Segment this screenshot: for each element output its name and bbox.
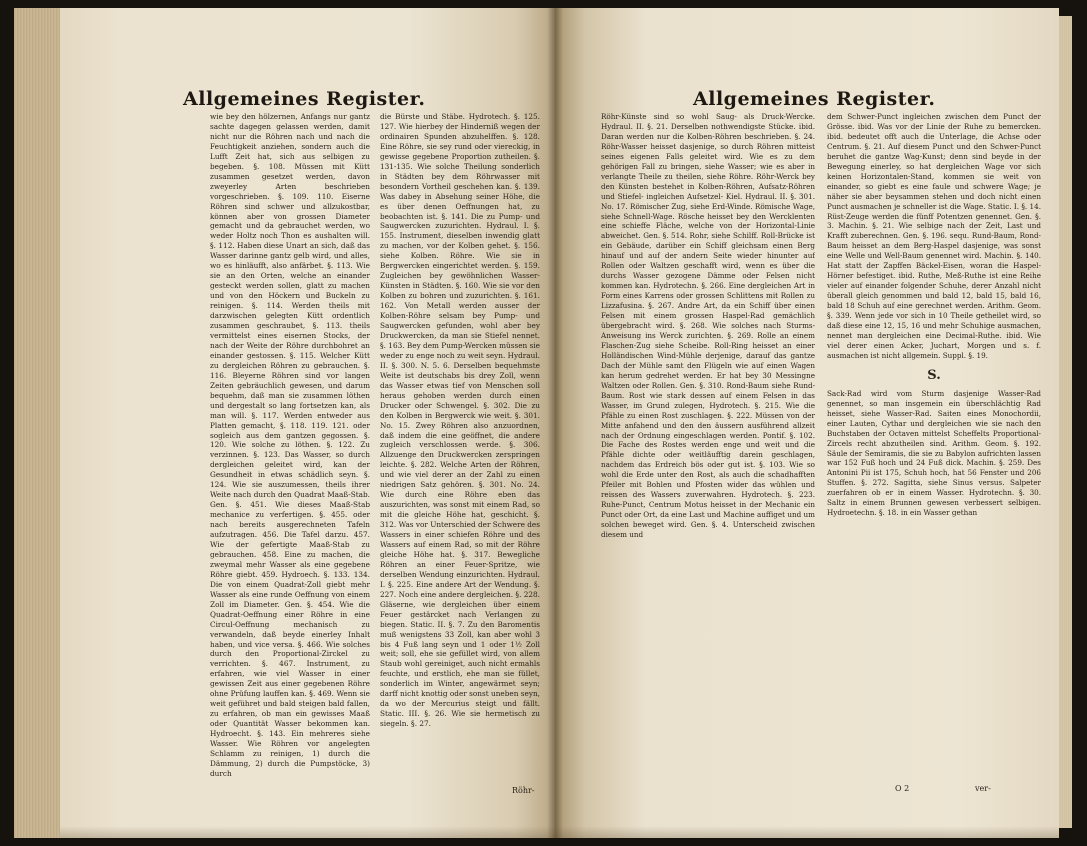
right-column-1-text: Röhr-Künste sind so wohl Saug- als Druck-Wercke. Hydraul. II. §. 21. Derselben nothwendigste Stücke. ibid. Daran werden nur die Kolben-Röhren beschrieben. §. 24. Röhr-Wasser heisset dasjenige, so durch Röhren mitteist seines eigenen Falls geleitet wird. Wie es zu dem gehörigen Fall zu bringen, siehe Wasser; wie es aber in verlangte Theile zu theilen, siehe Röhre. Röhr-Werck bey den Künsten bestehet in Kolben-Röhren, Aufsatz-Röhren und Stiefel- ingleichen Aufsetzel- Kiel. Hydraul. II. §. 301. No. 17. Römischer Zug, siehe Erd-Winde. Römische Wage, siehe Schnell-Wage. Rösche heisset bey den Wercklenten eine schieffe Fläche, welche von der Horizontal-Linie abweichet. Gen. §. 514. Rohr, siehe Schilff. Roll-Brücke ist ein Gebäude, darüber ein Schiff gleichsam einen Berg hinauf und auf der andern Seite wieder hinunter auf Rollen oder Waltzen geschafft wird, wenn es über die durchs Wasser gezogene Dämme oder Felsen nicht kommen kan. Hydrotechn. §. 266. Eine dergleichen Art in Form eines Karrens oder grossen Schlittens mit Rollen zu Lizzafusina. §. 267. Andre Art, da ein Schiff über einen Felsen mit einem grossen Haspel-Rad gemächlich übergebracht wird. §. 268. Wie solches nach Sturms-Anweisung ins Werck zurichten. §. 269. Rolle an einem Flaschen-Zug siehe Scheibe. Roll-Ring heisset an einer Holländischen Wind-Mühle derjenige, darauf das gantze Dach der Mühle samt den Flügeln wie auf einen Wagen kan herum gedrehet werden. Er hat bey 30 Messingne Waltzen oder Rollen. Gen. §. 310. Rond-Baum siehe Rund-Baum. Rost wie stark dessen auf einem Felsen in das Wasser, im Grund zulegen, Hydrotech. §. 215. Wie die Pfähle zu einen Rost zuschlagen. §. 222. Müssen von der Mitte anfahend und den den äussern ausführend allzeit nach der Ordnung eingeschlagen werden. Pontif. §. 102. Die Fache des Rostes werden enge und weit und die Pfähle dichte oder weitläufftig darein geschlagen, nachdem das Erdreich bös oder gut ist. §. 103. Wie so wohl die Erde unter den Rost, als auch die schadhafften Pfeiler mit Bohlen und Pfosten wider das wühlen und reissen des Wassers zuverwahren. Hydrotech. §. 223. Ruhe-Punct, Centrum Motus heisset in der Mechanic ein Punct oder Ort, da eine Last und Machine auffiget und um solchen beweget wird. Gen. §. 4. Unterscheid zwischen diesem und	[601, 112, 815, 540]
right-page	[555, 8, 1059, 838]
open-book	[14, 8, 1072, 838]
left-page-shade	[60, 826, 555, 838]
left-catchword: Röhr-	[512, 786, 535, 795]
right-column-1	[601, 112, 815, 780]
left-running-head: Allgemeines Register.	[183, 88, 426, 110]
left-page	[60, 8, 555, 838]
left-column-1	[210, 112, 540, 780]
left-column-1-text: wie bey den hölzernen, Anfangs nur gantz sachte dagegen gelassen werden, damit nicht nur die Röhren nach und nach die Feuchtigkeit anziehen, sondern auch die Lufft Zeit hat, sich aus selbigen zu begeben. §. 108. Müssen mit Kütt zusammen gesetzet werden, davon zweyerley Arten beschrieben vorgeschrieben. §. 109. 110. Eiserne Röhren sind schwer und allzukostbar, können aber von grossen Diameter gemacht und da gebrauchet werden, wo weder Holtz noch Thon es aushalten will. §. 112. Haben diese Unart an sich, daß das Wasser darinne gantz gelb wird, und alles, wo es hinläufft, also anfärbet. §. 113. Wie sie an den Orten, welche an einander gesteckt werden sollen, glatt zu machen und von den Höckern und Buckeln zu reinigen. §. 114. Werden theils mit darzwischen gelegten Kütt ordentlich zusammen geschraubet, §. 113. theils vermittelst eines eisernen Stocks, der nach der Weite der Röhre durchbohret an einander gestossen. §. 115. Welcher Kütt zu dergleichen Röhren zu gebrauchen. §. 116. Bleyerne Röhren sind vor langen Zeiten gebräuchlich gewesen, und darum bequehm, daß man sie zusammen löthen und dergestalt so lang fortsetzen kan, als man will. §. 117. Werden entweder aus Platten gemacht, §. 118. 119. 121. oder sogleich aus dem gantzen gegossen. §. 120. Wie solche zu löthen. §. 122. Zu verzinnen. §. 123. Das Wasser, so durch dergleichen geleitet wird, kan der Gesundheit in etwas schädlich seyn. §. 124. Wie sie auszumessen, theils ihrer Weite nach durch den Quadrat Maaß-Stab. Gen. §. 451. Wie dieses Maaß-Stab mechanice zu verfertigen. §. 455. oder nach bereits ausgerechneten Tafeln aufzutragen. 456. Die Tafel darzu. 457. Wie der gefertigte Maaß-Stab zu gebrauchen. 458. Eine zu machen, die zweymal mehr Wasser als eine gegebene Röhre giebt. 459. Hydroech. §. 133. 134. Die von einem Quadrat-Zoll giebt mehr Wasser als eine runde Oeffnung von einem Zoll im Diameter. Gen. §. 454. Wie die Quadrat-Oeffnung einer Röhre in eine Circul-Oeffnung mechanisch zu verwandeln, daß beyde einerley Inhalt haben, und vice versa. §. 466. Wie solches durch den Proportional-Zirckel zu verrichten. §. 467. Instrument, zu erfahren, wie viel Wasser in einer gewissen Zeit aus einer gegebenen Röhre ohne Prüfung lauffen kan. §. 469. Wenn sie weit geführet und bald steigen bald fallen, zu erfahren, ob man ein gewisses Maaß oder Quantität Wasser bekommen kan. Hydroecht. §. 143. Ein mehreres siehe Wasser. Wie Röhren vor angelegten Schlamm zu reinigen, 1) durch die Dämmung, 2) durch die Pumpstöcke, 3) durch	[210, 112, 370, 778]
right-column-2	[827, 112, 1041, 780]
left-columns	[210, 112, 540, 780]
right-page-shade	[555, 826, 1059, 838]
right-column-2b-text: Sack-Rad wird vom Sturm dasjenige Wasser-Rad genennet, so man insgemein ein überschlächtig Rad heisset, siehe Wasser-Rad. Saiten eines Monochordii, einer Lauten, Cythar und dergleichen wie sie nach den Buchstaben der Octaven mittelst Scheffelts Proportional-Zircels recht abzutheilen sind. Arithm. Geom. §. 192. Säule der Semiramis, die sie zu Babylon aufrichten lassen war 152 Fuß hoch und 24 Fuß dick. Machin. §. 259. Des Antonini Pii ist 175, Schuh hoch, hat 56 Fenster und 206 Stuffen. §. 272. Sagitta, siehe Sinus versus. Salpeter zuerfahren ob er in einem Wasser. Hydrotechn. §. 30. Saltz in einem Brunnen gewesen verbessert selbigen. Hydroetechn. §. 18. in ein Wasser gethan	[827, 388, 1041, 518]
section-letter: S.	[927, 367, 941, 383]
right-running-head: Allgemeines Register.	[693, 88, 936, 110]
right-columns	[601, 112, 1041, 780]
page-edges-right	[1058, 16, 1072, 828]
page-edges-left	[14, 8, 62, 838]
left-column-2-text: die Bürste und Stäbe. Hydrotech. §. 125. 127. Wie hierbey der Hinderniß wegen der ordinairen Spunden abzuhelffen. §. 128. Eine Röhre, sie sey rund oder viereckig, in gewisse gegebene Proportion zutheilen. §. 131-135. Wie solche Theilung sonderlich in Städten bey dem Röhrwasser mit besondern Vortheil geschehen kan. §. 139. Was dabey in Absehung seiner Höhe, die es über denen Oeffnungen hat, zu beobachten ist. §. 141. Die zu Pump- und Saugwercken zuzurichten. Hydraul. I. §. 155. Instrument, dieselben inwendig glatt zu machen, vor der Kolben gehet. §. 156. siehe Kolben. Röhre. Wie sie in Bergwercken eingerichtet werden. §. 159. Zugleichen bey gewöhnlichen Wasser-Künsten in Städten. §. 160. Wie sie vor den Kolben zu bohren und zuzurichten. §. 161. 162. Von Metall werden ausser der Kolben-Röhre selsam bey Pump- und Saugwercken gefunden, wohl aber bey Druckwercken, da man sie Stiefel nennet. §. 163. Bey dem Pump-Wercken müssen sie weder zu enge noch zu weit seyn. Hydraul. II. §. 300. N. 5. 6. Derselben bequehmste Weite ist deutschabs bis drey Zoll, wenn das Wasser etwas tief von Menschen soll heraus gehoben werden durch einen Drucker oder Schwengel. §. 302. Die zu den Kolben in Bergwerck wie weit. §. 301. No. 15. Zwey Röhren also anzuordnen, daß indem die eine geöffnet, die andere zugleich verschlossen werde. §. 306. Allzuenge den Druckwercken zerspringen leichte. §. 282. Welche Arten der Röhren, und wie viel derer an der Zahl zu einen niedrigen Satz gehören. §. 301. No. 24. Wie durch eine Röhre eben das auszurichten, was sonst mit einem Rad, so mit die gleiche Höhe hat, geschicht. §. 312. Was vor Unterschied der Schwere des Wassers in einer schiefen Röhre und des Wassers auf einem Rad, so mit der Röhre gleiche Höhe hat. §. 317. Bewegliche Röhren an einer Feuer-Spritze, wie derselben Wendung einzurichten. Hydraul. I. §. 225. Eine andere Art der Wendung. §. 227. Noch eine andere dergleichen. §. 228. Gläserne, wie dergleichen über einem Feuer gestärcket nach Verlangen zu biegen. Static. II. §. 7. Zu den Baromentis muß wenigstens 33 Zoll, kan aber wohl 3 bis 4 Fuß lang seyn und 1 oder 1½ Zoll weit; soll, ehe sie gefüllet wird, von allem Staub wohl gereiniget, auch nicht ermahls feuchte, und erstlich, ehe man sie füllet, sonderlich im Winter, angewärmet seyn; darff nicht knottig oder sonst uneben seyn, da wo der Mercurius steigt und fällt. Static. III. §. 26. Wie sie hermetisch zu siegeln. §. 27.	[380, 112, 540, 729]
signature-mark: O 2	[895, 784, 910, 793]
right-catchword: ver-	[975, 784, 991, 793]
book-gutter	[547, 8, 563, 838]
right-column-2-text: dem Schwer-Punct ingleichen zwischen dem Punct der Grösse. ibid. Was vor der Linie der Ruhe zu bemercken. ibid. bedeutet offt auch die Unterlage, die Achse oder Centrum. §. 21. Auf diesem Punct und den Schwer-Punct beruhet die gantze Wag-Kunst; denn sind beyde in der Bewegung einerley, so hat dergleichen Wage vor sich keinen Horizontalen-Stand, kommen sie weit von einander, so giebt es eine faule und schwere Wage; je näher sie aber beysammen stehen und doch nicht einen Punct ausmachen je schneller ist die Wage. Static. I. §. 14. Rüst-Zeuge werden die fünff Potentzen genennet. Gen. §. 3. Machin. §. 21. Wie selbige nach der Zeit, Last und Krafft zuberechnen. Gen. §. 196. sequ. Rund-Baum, Rond-Baum heisset an dem Berg-Haspel dasjenige, was sonst eine Welle und Well-Baum genennet wird. Machin. §. 140. Hat statt der Zapffen Bäckel-Eisen, woran die Haspel-Hörner befestiget. ibid. Ruthe, Meß-Ruthe ist eine Reihe vieler auf einander folgender Schuhe, derer Anzahl nicht überall gleich genommen und bald 12, bald 15, bald 16, bald 18 Schuh auf eine gerechnet werden. Arithm. Geom. §. 339. Wenn jede vor sich in 10 Theile getheilet wird, so daß diese eine 12, 15, 16 und mehr Schuhige ausmachen, nennet man dergleichen eine Decimal-Ruthe. ibid. Wie viel derer einen Acker, Juchart, Morgen und s. f. ausmachen ist nicht allgemein. Suppl. §. 19.	[827, 112, 1041, 360]
